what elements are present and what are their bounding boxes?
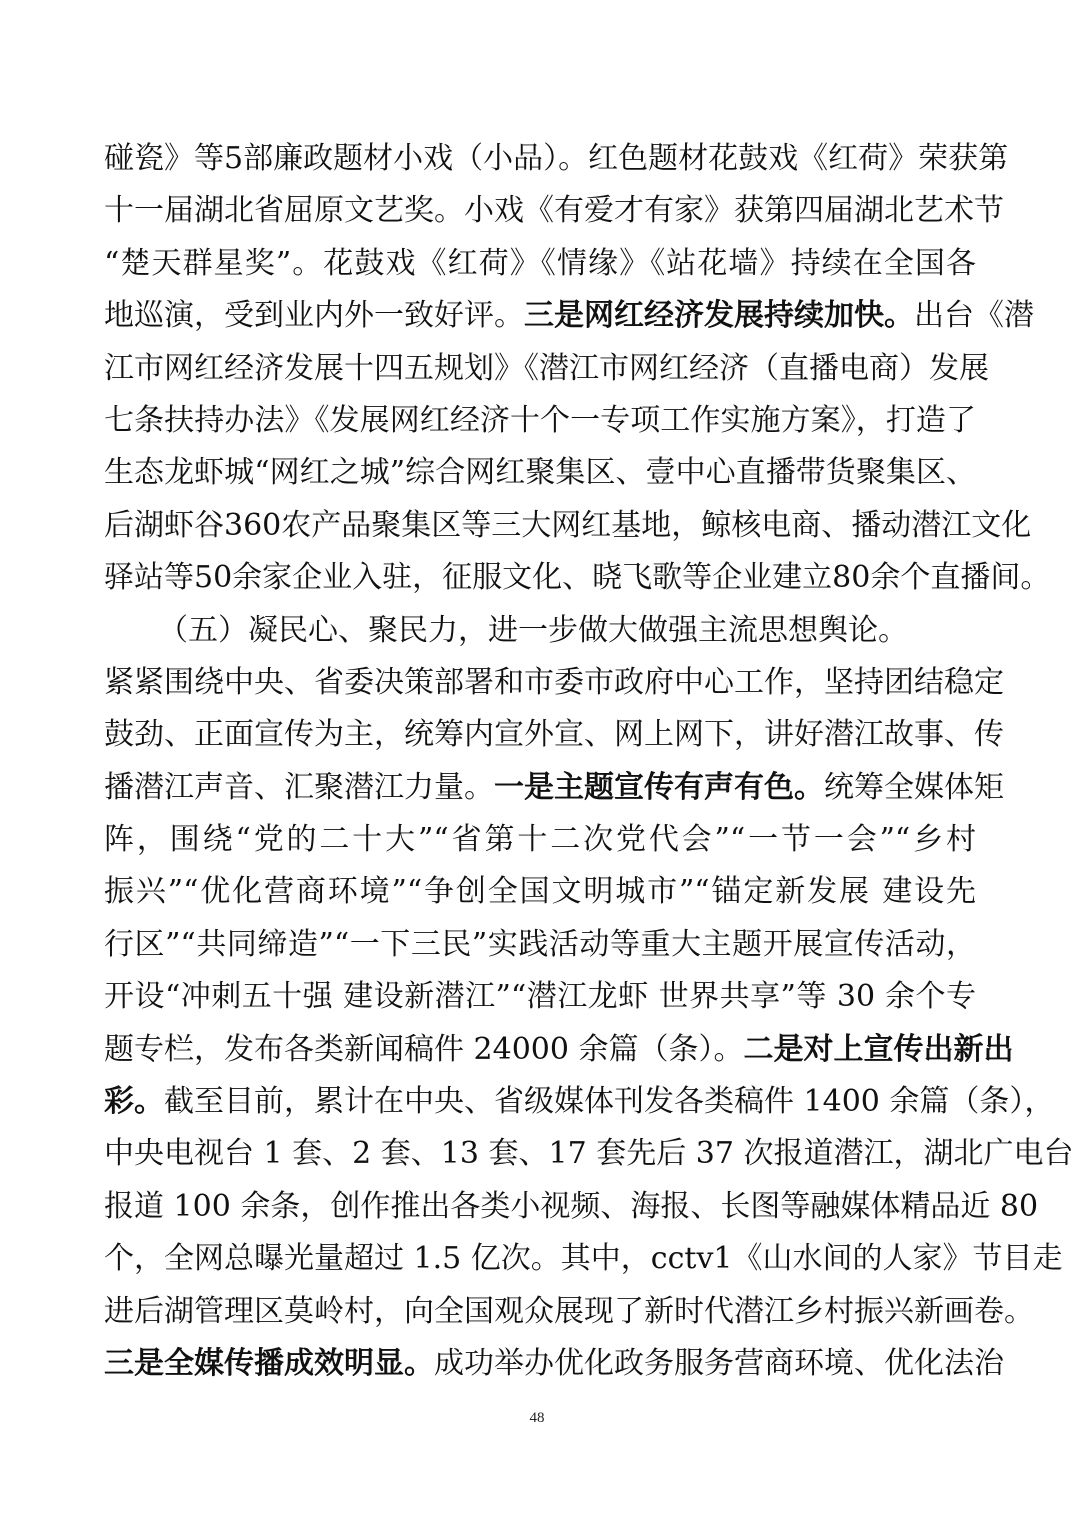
text-segment: 江市网红经济发展十四五规划》《潜江市网红经济（直播电商）发展 <box>104 350 989 386</box>
text-line <box>104 185 1004 237</box>
text-line <box>104 1181 1039 1233</box>
text-line <box>104 866 976 918</box>
text-segment: 个，全网总曝光量超过 1.5 亿次。其中，cctv1《山水间的人家》节目走 <box>104 1241 1063 1277</box>
text-segment: 中央电视台 1 套、2 套、13 套、17 套先后 37 次报道潜江，湖北广电台 <box>104 1136 1074 1172</box>
text-segment: 截至目前，累计在中央、省级媒体刊发各类稿件 1400 余篇（条）， <box>164 1084 1055 1120</box>
text-segment: （五）凝民心、聚民力，进一步做大做强主流思想舆论。 <box>158 612 908 648</box>
text-line <box>104 552 1051 604</box>
text-segment: 报道 100 余条，创作推出各类小视频、海报、长图等融媒体精品近 80 <box>104 1188 1039 1224</box>
bold-text-segment: 二是对上宣传出新出 <box>743 1031 1014 1067</box>
text-segment: 成功举办优化政务服务营商环境、优化法治 <box>434 1345 1004 1381</box>
text-segment: 七条扶持办法》《发展网红经济十个一专项工作实施方案》，打造了 <box>104 402 976 438</box>
text-line <box>104 919 976 971</box>
text-segment: 题专栏，发布各类新闻稿件 24000 余篇（条）。 <box>104 1031 744 1067</box>
text-segment: 后湖虾谷360农产品聚集区等三大网红基地，鲸核电商、播动潜江文化 <box>104 507 1032 543</box>
bold-text-segment: 三是全媒传播成效明显。 <box>104 1345 434 1381</box>
text-segment: 鼓劲、正面宣传为主，统筹内宣外宣、网上网下，讲好潜江故事、传 <box>104 717 1004 753</box>
text-segment: 碰瓷》等5部廉政题材小戏（小品）。红色题材花鼓戏《红荷》荣获第 <box>104 141 1009 176</box>
text-segment: 阵，围绕“党的二十大”“省第十二次党代会”“一节一会”“乡村 <box>104 822 976 858</box>
text-line <box>104 814 976 866</box>
text-segment: 十一届湖北省屈原文艺奖。小戏《有爱才有家》获第四届湖北艺术节 <box>104 193 1004 229</box>
page-number: 48 <box>529 1410 545 1426</box>
text-line <box>104 238 976 290</box>
text-line <box>104 290 1034 342</box>
text-segment: 开设“冲刺五十强 建设新潜江”“潜江龙虾 世界共享”等 30 余个专 <box>104 979 976 1015</box>
text-segment: 地巡演，受到业内外一致好评。 <box>104 298 524 334</box>
text-line <box>104 343 989 395</box>
text-line <box>104 1286 1034 1338</box>
text-line <box>104 447 976 499</box>
text-line <box>104 971 976 1023</box>
text-segment: 进后湖管理区莫岭村，向全国观众展现了新时代潜江乡村振兴新画卷。 <box>104 1293 1034 1329</box>
text-line <box>104 133 1009 185</box>
text-line <box>104 500 1032 552</box>
bold-text-segment: 三是网红经济发展持续加快。 <box>524 298 914 334</box>
text-segment: 行区”“共同缔造”“一下三民”实践活动等重大主题开展宣传活动， <box>104 926 976 962</box>
bold-text-segment: 一是主题宣传有声有色。 <box>494 769 824 805</box>
text-segment: 紧紧围绕中央、省委决策部署和市委市政府中心工作，坚持团结稳定 <box>104 664 1004 700</box>
text-segment: 出台《潜 <box>914 298 1034 334</box>
text-line <box>104 657 1004 709</box>
text-segment: 生态龙虾城“网红之城”综合网红聚集区、壹中心直播带货聚集区、 <box>104 455 976 491</box>
text-line <box>104 762 1004 814</box>
text-line <box>104 605 976 657</box>
text-line <box>104 1128 1074 1180</box>
text-line <box>104 1233 1063 1285</box>
text-line <box>104 395 976 447</box>
text-segment: “楚天群星奖”。花鼓戏《红荷》《情缘》《站花墙》持续在全国各 <box>104 245 976 281</box>
bold-text-segment: 彩。 <box>104 1084 164 1120</box>
text-segment: 统筹全媒体矩 <box>824 769 1004 805</box>
body-text <box>104 133 1074 1390</box>
text-segment: 驿站等50余家企业入驻，征服文化、晓飞歌等企业建立80余个直播间。 <box>104 560 1051 596</box>
text-line <box>104 1076 1055 1128</box>
text-segment: 振兴”“优化营商环境”“争创全国文明城市”“锚定新发展 建设先 <box>104 874 976 910</box>
text-line <box>104 1338 1004 1390</box>
text-line <box>104 1024 1014 1076</box>
text-line <box>104 709 1004 761</box>
text-segment: 播潜江声音、汇聚潜江力量。 <box>104 769 494 805</box>
